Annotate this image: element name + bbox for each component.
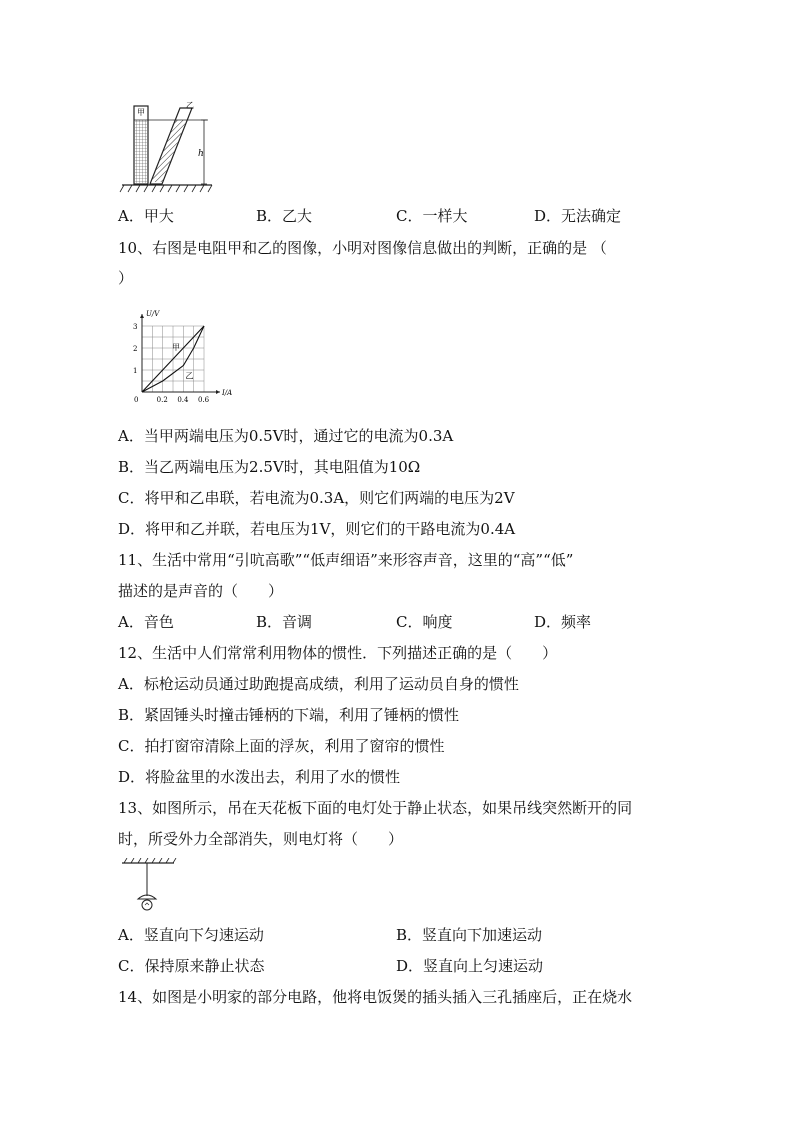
q13-option-d: D．竖直向上匀速运动 bbox=[396, 957, 544, 975]
lamp-bulb bbox=[142, 900, 152, 910]
q13-stem-line1: 13、如图所示，吊在天花板下面的电灯处于静止状态，如果吊线突然断开的同 bbox=[118, 799, 633, 817]
series-label-yi: 乙 bbox=[185, 371, 194, 381]
q9-option-b: B．乙大 bbox=[256, 207, 313, 225]
q14-stem-line1: 14、如图是小明家的部分电路，他将电饭煲的插头插入三孔插座后，正在烧水 bbox=[118, 988, 633, 1006]
x-tick-label: 0.4 bbox=[177, 396, 189, 404]
q11-stem-line1: 11、生活中常用“引吭高歌”“低声细语”来形容声音，这里的“高”“低” bbox=[118, 551, 574, 569]
liquid-jia bbox=[135, 120, 147, 183]
y-axis-label: U/V bbox=[146, 310, 160, 318]
q11-option-a: A．音色 bbox=[118, 613, 174, 631]
origin-label: 0 bbox=[134, 396, 139, 404]
q12-option-c: C．拍打窗帘清除上面的浮灰，利用了窗帘的惯性 bbox=[118, 737, 445, 755]
q10-option-c: C．将甲和乙串联，若电流为0.3A，则它们两端的电压为2V bbox=[118, 489, 515, 507]
label-h: h bbox=[198, 149, 204, 159]
q10-stem-line2: ） bbox=[118, 269, 134, 287]
label-jia: 甲 bbox=[137, 108, 145, 117]
tubes-figure bbox=[118, 100, 218, 196]
series-label-jia: 甲 bbox=[172, 343, 180, 352]
q12-stem: 12、生活中人们常常利用物体的惯性．下列描述正确的是（ ） bbox=[118, 644, 558, 662]
q10-option-b: B．当乙两端电压为2.5V时，其电阻值为10Ω bbox=[118, 458, 421, 476]
x-tick-label: 0.2 bbox=[156, 396, 168, 404]
q13-option-a: A．竖直向下匀速运动 bbox=[118, 926, 264, 944]
q10-option-a: A．当甲两端电压为0.5V时，通过它的电流为0.3A bbox=[118, 427, 454, 445]
q11-option-b: B．音调 bbox=[256, 613, 313, 631]
y-tick-label: 1 bbox=[133, 367, 138, 375]
liquid-yi bbox=[151, 120, 187, 182]
q9-option-c: C．一样大 bbox=[396, 207, 468, 225]
q13-option-c: C．保持原来静止状态 bbox=[118, 957, 265, 975]
q13-stem-line2: 时，所受外力全部消失，则电灯将（ ） bbox=[118, 830, 404, 848]
y-tick-label: 2 bbox=[133, 345, 138, 353]
q10-stem-line1: 10、右图是电阻甲和乙的图像，小明对图像信息做出的判断，正确的是 （ bbox=[118, 239, 607, 257]
q12-option-d: D．将脸盆里的水泼出去，利用了水的惯性 bbox=[118, 768, 401, 786]
y-axis-arrow bbox=[140, 314, 144, 318]
q11-option-d: D．频率 bbox=[534, 613, 592, 631]
q9-option-d: D．无法确定 bbox=[534, 207, 622, 225]
x-axis-arrow bbox=[216, 390, 220, 394]
q13-option-b: B．竖直向下加速运动 bbox=[396, 926, 543, 944]
q9-option-a: A．甲大 bbox=[118, 207, 174, 225]
y-tick-label: 3 bbox=[133, 323, 138, 331]
x-axis-label: I/A bbox=[222, 389, 233, 397]
label-yi: 乙 bbox=[186, 101, 194, 110]
q11-option-c: C．响度 bbox=[396, 613, 453, 631]
q12-option-b: B．紧固锤头时撞击锤柄的下端，利用了锤柄的惯性 bbox=[118, 706, 460, 724]
q11-stem-line2: 描述的是声音的（ ） bbox=[118, 582, 284, 600]
x-tick-label: 0.6 bbox=[198, 396, 210, 404]
hanging-lamp-figure bbox=[118, 858, 178, 918]
q10-option-d: D．将甲和乙并联，若电压为1V，则它们的干路电流为0.4A bbox=[118, 520, 516, 538]
ui-chart bbox=[118, 308, 248, 408]
q12-option-a: A．标枪运动员通过助跑提高成绩，利用了运动员自身的惯性 bbox=[118, 675, 519, 693]
